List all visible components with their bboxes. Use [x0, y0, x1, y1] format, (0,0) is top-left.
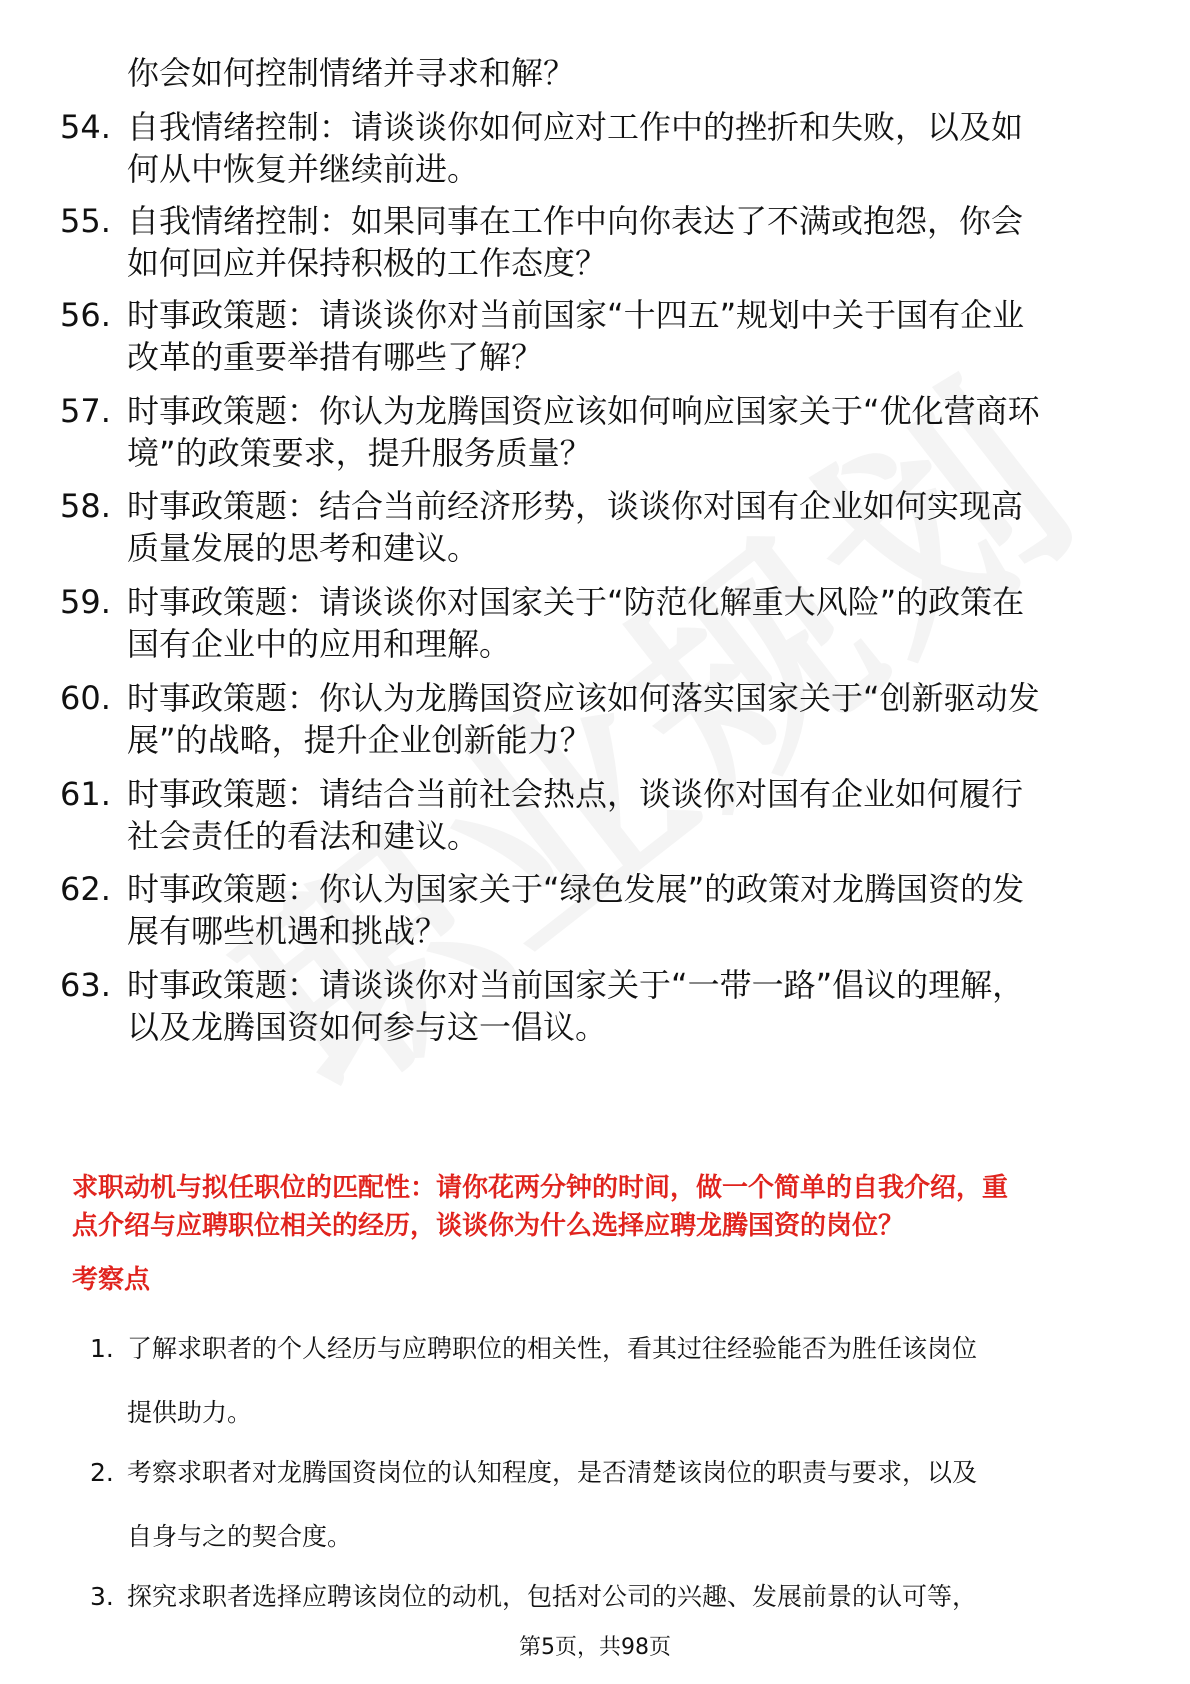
question-line: 自我情绪控制：请谈谈你如何应对工作中的挫折和失败，以及如	[127, 108, 1024, 146]
question-text	[127, 677, 1137, 761]
question-number: 57.	[60, 392, 111, 430]
page-footer: 第5页，共98页	[519, 1635, 671, 1660]
question-text	[127, 964, 1137, 1048]
question-line: 质量发展的思考和建议。	[127, 529, 480, 567]
question-number: 56.	[60, 296, 111, 334]
question-text	[127, 581, 1137, 665]
question-line: 社会责任的看法和建议。	[127, 817, 480, 855]
question-text	[127, 390, 1137, 474]
point-number: 1.	[90, 1334, 114, 1363]
question-text	[127, 485, 1137, 569]
point-text	[127, 1441, 1127, 1569]
question-line: 改革的重要举措有哪些了解？	[127, 338, 544, 376]
point-line: 自身与之的契合度。	[127, 1522, 353, 1551]
question-text	[127, 200, 1137, 284]
question-line: 何从中恢复并继续前进。	[127, 150, 480, 188]
section-heading	[72, 1169, 1132, 1245]
question-line: 国有企业中的应用和理解。	[127, 625, 512, 663]
question-line: 时事政策题：结合当前经济形势，谈谈你对国有企业如何实现高	[127, 487, 1024, 525]
question-line: 境”的政策要求，提升服务质量？	[127, 434, 592, 472]
point-number: 3.	[90, 1582, 114, 1611]
point-text	[127, 1565, 1127, 1629]
question-text	[127, 106, 1137, 190]
point-line: 考察求职者对龙腾国资岗位的认知程度，是否清楚该岗位的职责与要求，以及	[127, 1458, 978, 1487]
question-line: 如何回应并保持积极的工作态度？	[127, 244, 608, 282]
point-text	[127, 1317, 1127, 1445]
question-number: 58.	[60, 487, 111, 525]
question-line: 时事政策题：你认为国家关于“绿色发展”的政策对龙腾国资的发	[127, 870, 1025, 908]
question-text	[127, 868, 1137, 952]
question-line: 时事政策题：请谈谈你对国家关于“防范化解重大风险”的政策在	[127, 583, 1025, 621]
question-number: 61.	[60, 775, 111, 813]
question-number: 55.	[60, 202, 111, 240]
question-number: 54.	[60, 108, 111, 146]
question-number: 60.	[60, 679, 111, 717]
section-heading-line: 求职动机与拟任职位的匹配性：请你花两分钟的时间，做一个简单的自我介绍，重	[72, 1173, 1009, 1203]
question-line: 展”的战略，提升企业创新能力？	[127, 721, 592, 759]
question-text	[127, 294, 1137, 378]
question-number: 59.	[60, 583, 111, 621]
question-line: 展有哪些机遇和挑战？	[127, 912, 448, 950]
point-line: 提供助力。	[127, 1398, 253, 1427]
question-line: 时事政策题：请结合当前社会热点，谈谈你对国有企业如何履行	[127, 775, 1024, 813]
question-line: 时事政策题：请谈谈你对当前国家“十四五”规划中关于国有企业	[127, 296, 1025, 334]
question-line: 自我情绪控制：如果同事在工作中向你表达了不满或抱怨，你会	[127, 202, 1024, 240]
question-line: 时事政策题：你认为龙腾国资应该如何响应国家关于“优化营商环	[127, 392, 1040, 430]
point-line: 探究求职者选择应聘该岗位的动机，包括对公司的兴趣、发展前景的认可等，	[127, 1582, 978, 1611]
question-continuation: 你会如何控制情绪并寻求和解？	[127, 54, 576, 92]
question-line: 时事政策题：请谈谈你对当前国家关于“一带一路”倡议的理解，	[127, 966, 1025, 1004]
section-heading-line: 点介绍与应聘职位相关的经历，谈谈你为什么选择应聘龙腾国资的岗位？	[72, 1211, 905, 1241]
question-number: 63.	[60, 966, 111, 1004]
question-text	[127, 773, 1137, 857]
question-line: 时事政策题：你认为龙腾国资应该如何落实国家关于“创新驱动发	[127, 679, 1040, 717]
point-line: 了解求职者的个人经历与应聘职位的相关性，看其过往经验能否为胜任该岗位	[127, 1334, 978, 1363]
question-number: 62.	[60, 870, 111, 908]
question-line: 以及龙腾国资如何参与这一倡议。	[127, 1008, 608, 1046]
section-subheading: 考察点	[72, 1265, 151, 1295]
point-number: 2.	[90, 1458, 114, 1487]
